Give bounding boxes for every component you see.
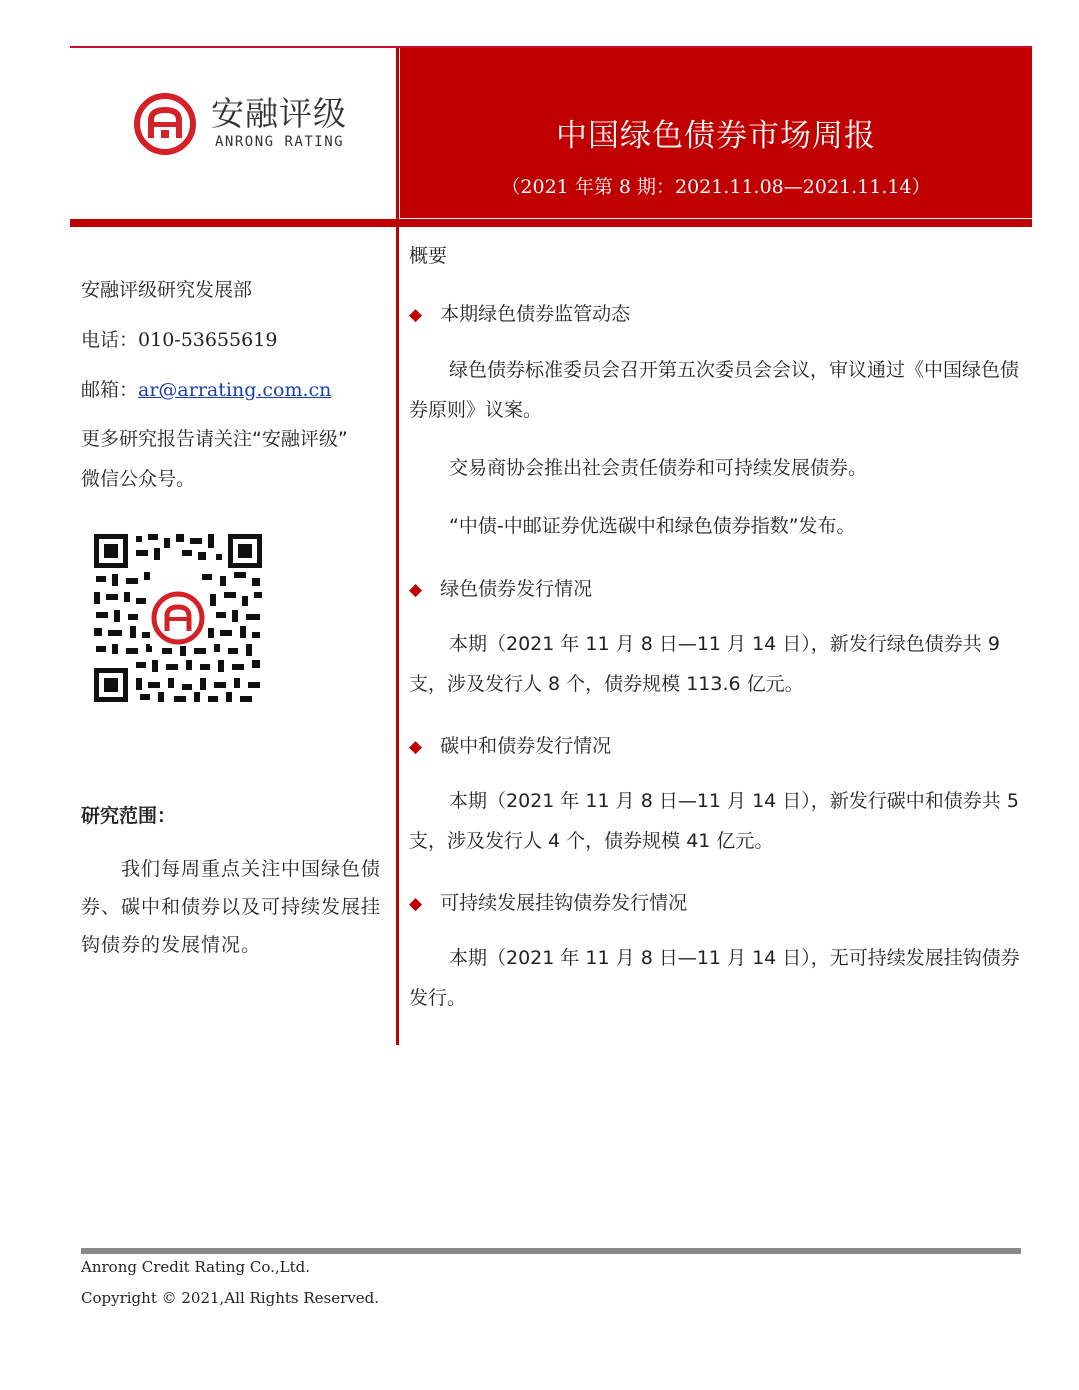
section-title: 可持续发展挂钩债券发行情况 bbox=[440, 892, 688, 914]
email-label: 邮箱： bbox=[81, 379, 139, 401]
footer-rule bbox=[81, 1248, 1021, 1254]
section-title-carbon-neutral bbox=[409, 731, 1024, 758]
phone-label: 电话： bbox=[81, 329, 139, 351]
section-title-regulation bbox=[409, 299, 1024, 326]
paragraph: 本期（2021 年 11 月 8 日—11 月 14 日），无可持续发展挂钩债券发行。 bbox=[409, 947, 1020, 1009]
header-banner bbox=[400, 48, 1032, 218]
paragraph: 绿色债券标准委员会召开第五次委员会会议，审议通过《中国绿色债券原则》议案。 bbox=[409, 359, 1020, 421]
follow-text-2: 微信公众号。 bbox=[81, 468, 196, 490]
report-issue: （2021 年第 8 期：2021.11.08—2021.11.14） bbox=[501, 176, 931, 198]
diamond-bullet-icon: ◆ bbox=[409, 894, 423, 914]
email-line bbox=[81, 375, 331, 402]
summary-heading: 概要 bbox=[409, 245, 448, 267]
section-title: 本期绿色债券监管动态 bbox=[440, 303, 631, 325]
paragraph: 本期（2021 年 11 月 8 日—11 月 14 日），新发行碳中和债券共 5 支，涉及发行人 4 个，债券规模 41 亿元。 bbox=[409, 790, 1019, 852]
diamond-bullet-icon: ◆ bbox=[409, 305, 423, 325]
diamond-bullet-icon: ◆ bbox=[409, 737, 423, 757]
header-divider bbox=[396, 48, 399, 220]
phone-line bbox=[81, 325, 277, 352]
logo-english-name: ANRONG RATING bbox=[215, 134, 345, 150]
header-bottom-rule bbox=[70, 219, 1032, 227]
email-link[interactable]: ar@arrating.com.cn bbox=[138, 379, 332, 401]
phone-number: 010-53655619 bbox=[138, 329, 278, 351]
footer-copyright: Copyright © 2021,All Rights Reserved. bbox=[81, 1289, 380, 1307]
section-title: 碳中和债券发行情况 bbox=[440, 735, 612, 757]
section-title-green-issuance bbox=[409, 574, 1024, 601]
wechat-qr-code-icon bbox=[92, 532, 264, 704]
footer-company: Anrong Credit Rating Co.,Ltd. bbox=[81, 1258, 311, 1276]
diamond-bullet-icon: ◆ bbox=[409, 580, 423, 600]
logo-chinese-name: 安融评级 bbox=[211, 94, 347, 133]
section-title: 绿色债券发行情况 bbox=[440, 578, 593, 600]
section-title-sustainability-linked bbox=[409, 888, 1024, 915]
paragraph: 交易商协会推出社会责任债券和可持续发展债券。 bbox=[449, 457, 868, 479]
report-title: 中国绿色债券市场周报 bbox=[556, 118, 876, 154]
scope-text: 我们每周重点关注中国绿色债券、碳中和债券以及可持续发展挂钩债券的发展情况。 bbox=[81, 858, 382, 956]
column-divider bbox=[396, 227, 399, 1045]
paragraph: 本期（2021 年 11 月 8 日—11 月 14 日），新发行绿色债券共 9 支，涉及发行人 8 个，债券规模 113.6 亿元。 bbox=[409, 633, 1000, 695]
scope-title: 研究范围： bbox=[81, 805, 177, 827]
dept-name: 安融评级研究发展部 bbox=[81, 279, 253, 301]
anrong-logo-icon bbox=[133, 92, 197, 156]
paragraph: “中债-中邮证券优选碳中和绿色债券指数”发布。 bbox=[449, 515, 856, 537]
follow-text-1: 更多研究报告请关注“安融评级” bbox=[81, 428, 348, 450]
